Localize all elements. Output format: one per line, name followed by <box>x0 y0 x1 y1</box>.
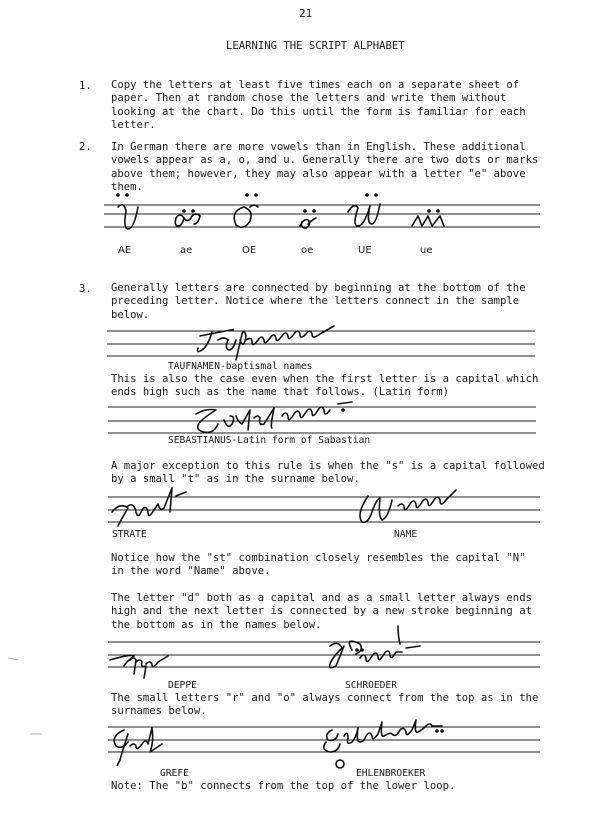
note-b-connection: Note: The "b" connects from the top of the lower loop. <box>111 780 456 792</box>
item-3-line: below. <box>111 308 150 321</box>
script-ehlenbroeker <box>324 720 442 752</box>
item-2-text <box>111 141 538 195</box>
item-1-text <box>111 79 526 133</box>
caption-strate: STRATE <box>112 529 147 540</box>
umlaut-dot <box>313 210 315 212</box>
vowel-label-ae: ae <box>180 245 193 256</box>
paragraph-major-exception <box>111 460 545 487</box>
vowel-label-UE: UE <box>358 245 372 256</box>
item-2-line: In German there are more vowels than in English. These additional <box>111 141 526 153</box>
paragraph-capital-high <box>111 373 538 400</box>
umlaut-dot <box>436 730 438 732</box>
vowel-label-oe: oe <box>301 245 314 256</box>
umlaut-dot <box>361 649 363 651</box>
script-sebastianus <box>196 402 352 432</box>
item-3-number: 3. <box>79 283 92 295</box>
item-3-line: Generally letters are connected by beginning at the bottom of the <box>111 282 526 294</box>
caption-schroeder: SCHROEDER <box>345 680 397 691</box>
script-taufnamen <box>198 326 335 360</box>
item-3-line: preceding letter. Notice where the letters connect in the sample <box>111 295 520 308</box>
item-2-line: vowels appear as a, o, and u. Generally there are two dots or marks <box>111 154 539 167</box>
vowel-label-AE: AE <box>118 245 132 256</box>
vowel-label-OE: OE <box>242 245 257 256</box>
paragraph-line: This is also the case even when the first letter is a capital which <box>111 373 539 385</box>
script-loop <box>336 760 344 768</box>
paragraph-line: surnames below. <box>111 705 207 718</box>
umlaut-dot <box>304 210 306 212</box>
margin-mark <box>8 658 18 660</box>
script-small-o-umlaut <box>300 218 316 228</box>
script-name <box>360 490 456 522</box>
paragraph-line: by a small "t" as in the surname below. <box>111 473 360 486</box>
item-2-number: 2. <box>79 141 92 153</box>
umlaut-dot <box>192 210 194 212</box>
item-2-line: them. <box>111 181 143 194</box>
paragraph-line: in the word "Name" above. <box>111 565 271 578</box>
script-grefe <box>114 728 162 765</box>
paragraph-line: high and the next letter is connected by a new stroke beginning at <box>111 605 532 618</box>
caption-taufnamen: TAUFNAMEN-baptismal names <box>168 361 313 372</box>
caption-name: NAME <box>394 529 418 540</box>
paragraph-line: the bottom as in the names below. <box>111 618 322 631</box>
script-small-u-umlaut <box>412 216 444 226</box>
umlaut-dot <box>437 210 439 212</box>
umlaut-dot <box>356 649 358 651</box>
item-2-line: above them; however, they may also appear with a letter "e" above <box>111 167 526 180</box>
paragraph-line: A major exception to this rule is when the "s" is a capital followed <box>111 460 545 472</box>
item-1-line: paper. Then at random chose the letters and write them without <box>111 92 507 105</box>
item-1-line: looking at the chart. Do this until the form is familiar for each <box>111 105 526 118</box>
script-strate <box>112 488 186 526</box>
paragraph-line: ends high such as the name that follows. (Latin form) <box>111 386 450 399</box>
item-1-number: 1. <box>79 80 92 92</box>
item-1-line: Copy the letters at least five times each on a separate sheet of <box>111 79 520 91</box>
paragraph-st-combination <box>111 552 526 579</box>
umlaut-dot <box>441 730 443 732</box>
umlaut-dot <box>183 210 185 212</box>
paragraph-line: The letter "d" both as a capital and as a small letter always ends <box>111 592 532 604</box>
umlaut-dot <box>428 210 430 212</box>
page-title: LEARNING THE SCRIPT ALPHABET <box>226 40 405 52</box>
caption-sebastianus: SEBASTIANUS-Latin form of Sabastian <box>168 435 371 446</box>
script-deppe <box>110 656 168 679</box>
vowel-label-ue: ue <box>420 245 433 256</box>
script-capital-o-umlaut <box>234 205 258 227</box>
paragraph-line: Notice how the "st" combination closely resembles the capital "N" <box>111 552 526 564</box>
caption-deppe: DEPPE <box>168 680 197 691</box>
script-schroeder <box>330 626 420 668</box>
paragraph-letter-d <box>111 592 532 632</box>
caption-grefe: GREFE <box>160 768 189 779</box>
script-dot <box>342 409 344 411</box>
paragraph-line: The small letters "r" and "o" always connect from the top as in the <box>111 692 539 704</box>
script-capital-u-umlaut <box>348 204 380 226</box>
item-3-text <box>111 282 526 322</box>
script-small-a-umlaut <box>175 214 200 226</box>
item-1-line: letter. <box>111 119 156 132</box>
paragraph-r-and-o <box>111 692 538 719</box>
caption-ehlenbroeker: EHLENBROEKER <box>356 768 426 779</box>
page-number: 21 <box>299 7 313 20</box>
script-capital-a-umlaut <box>118 205 138 229</box>
